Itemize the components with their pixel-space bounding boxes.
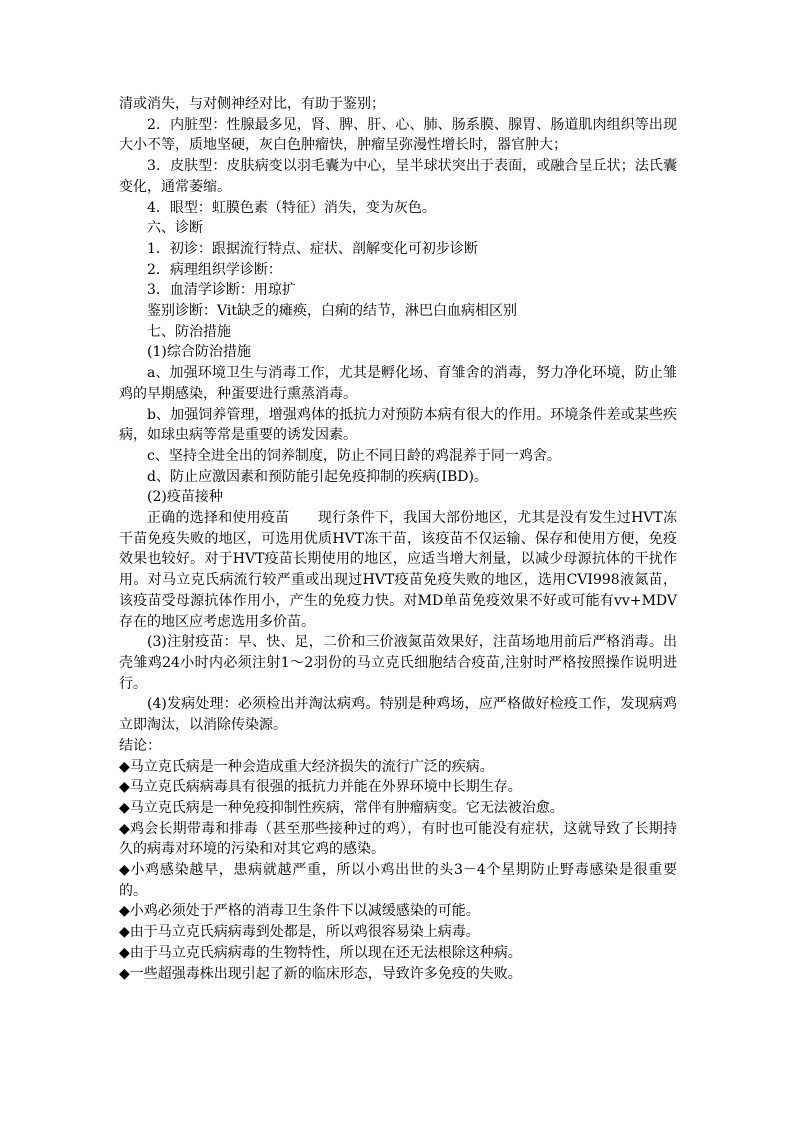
conclusion-item: ◆马立克氏病是一种免疫抑制性疾病，常伴有肿瘤病变。它无法被治愈。 — [119, 799, 564, 816]
paragraph-continuation: 清或消失，与对侧神经对比，有助于鉴别； — [119, 96, 385, 112]
paragraph-differential-diagnosis: 鉴别诊断：Vit缺乏的瘫痪，白痢的结节，淋巴白血病相区别 — [147, 303, 517, 320]
conclusion-item: ◆马立克氏病病毒具有很强的抵抗力并能在外界环境中长期生存。 — [119, 779, 522, 796]
conclusion-heading: 结论： — [119, 737, 161, 754]
paragraph-initial-diagnosis: 1．初诊：跟据流行特点、症状、剖解变化可初步诊断 — [147, 240, 478, 257]
conclusion-item: ◆一些超强毒株出现引起了新的临床形态，导致许多免疫的失败。 — [119, 965, 522, 982]
conclusion-item: ◆小鸡必须处于严格的消毒卫生条件下以减缓感染的可能。 — [119, 903, 480, 920]
paragraph-skin-type: 3．皮肤型：皮肤病变以羽毛囊为中心，呈半球状突出于表面，或融合呈丘状；法氏囊变化，通常萎缩。 — [119, 158, 677, 195]
document-body — [119, 94, 677, 984]
conclusion-item: ◆由于马立克氏病病毒到处都是，所以鸡很容易染上病毒。 — [119, 924, 480, 941]
conclusion-item: ◆马立克氏病是一种会造成重大经济损失的流行广泛的疾病。 — [119, 758, 494, 775]
conclusion-item: ◆小鸡感染越早，患病就越严重，所以小鸡出世的头3－4个星期防止野毒感染是很重要的。 — [119, 862, 677, 899]
subheading-comprehensive-measures: (1)综合防治措施 — [147, 344, 251, 361]
section-heading-prevention: 七、防治措施 — [147, 323, 231, 340]
paragraph-vaccine-injection: (3)注射疫苗：早、快、足，二价和三价液氮苗效果好，注苗场地用前后严格消毒。出壳雏鸡24小时内必须注射1～2羽份的马立克氏细胞结合疫苗,注射时严格按照操作说明进行。 — [119, 634, 677, 692]
paragraph-measure-b: b、加强饲养管理，增强鸡体的抵抗力对预防本病有很大的作用。环境条件差或某些疾病，如球虫病等常是重要的诱发因素。 — [119, 406, 677, 444]
paragraph-pathology-diagnosis: 2．病理组织学诊断： — [147, 261, 282, 278]
paragraph-measure-d: d、防止应激因素和预防能引起免疫抑制的疾病(IBD)。 — [147, 468, 488, 485]
paragraph-eye-type: 4．眼型：虹膜色素（特征）消失，变为灰色。 — [147, 199, 436, 216]
paragraph-visceral-type: 2．内脏型：性腺最多见，肾、脾、肝、心、肺、肠系膜、腺胃、肠道肌肉组织等出现大小不等，质地坚硬，灰白色肿瘤快，肿瘤呈弥漫性增长时，器官肿大； — [119, 116, 677, 154]
paragraph-vaccine-selection: 正确的选择和使用疫苗 现行条件下，我国大部份地区，尤其是没有发生过HVT冻干苗免疫失败的地区，可选用优质HVT冻干苗，该疫苗不仅运输、保存和使用方便，免疫效果也较好。对于HVT疫苗长期使用的地区，应适当增大剂量，以减少母源抗体的干扰作用。对马立克氏病流行较严重或出现过HVT疫苗免疫失败的地区，选用CVI998液氮苗，该疫苗受母源抗体作用小，产生的免疫力快。对MD单苗免疫效果不好或可能有vv+MDV存在的地区应考虑选用多价苗。 — [119, 510, 677, 630]
section-heading-diagnosis: 六、诊断 — [147, 220, 203, 237]
paragraph-measure-c: c、坚持全进全出的饲养制度，防止不同日龄的鸡混养于同一鸡舍。 — [147, 447, 561, 464]
subheading-vaccination: (2)疫苗接种 — [147, 489, 223, 506]
paragraph-outbreak-handling: (4)发病处理：必须检出并淘汰病鸡。特别是种鸡场，应严格做好检疫工作，发现病鸡立即淘汰，以消除传染源。 — [119, 696, 677, 734]
paragraph-serology-diagnosis: 3．血清学诊断：用琼扩 — [147, 282, 296, 299]
conclusion-item: ◆由于马立克氏病病毒的生物特性，所以现在还无法根除这种病。 — [119, 944, 522, 961]
paragraph-measure-a: a、加强环境卫生与消毒工作，尤其是孵化场、育雏舍的消毒，努力净化环境，防止雏鸡的早期感染，种蛋要进行熏蒸消毒。 — [119, 365, 677, 402]
conclusion-item: ◆鸡会长期带毒和排毒（甚至那些接种过的鸡），有时也可能没有症状，这就导致了长期持久的病毒对环境的污染和对其它鸡的感染。 — [119, 820, 677, 858]
